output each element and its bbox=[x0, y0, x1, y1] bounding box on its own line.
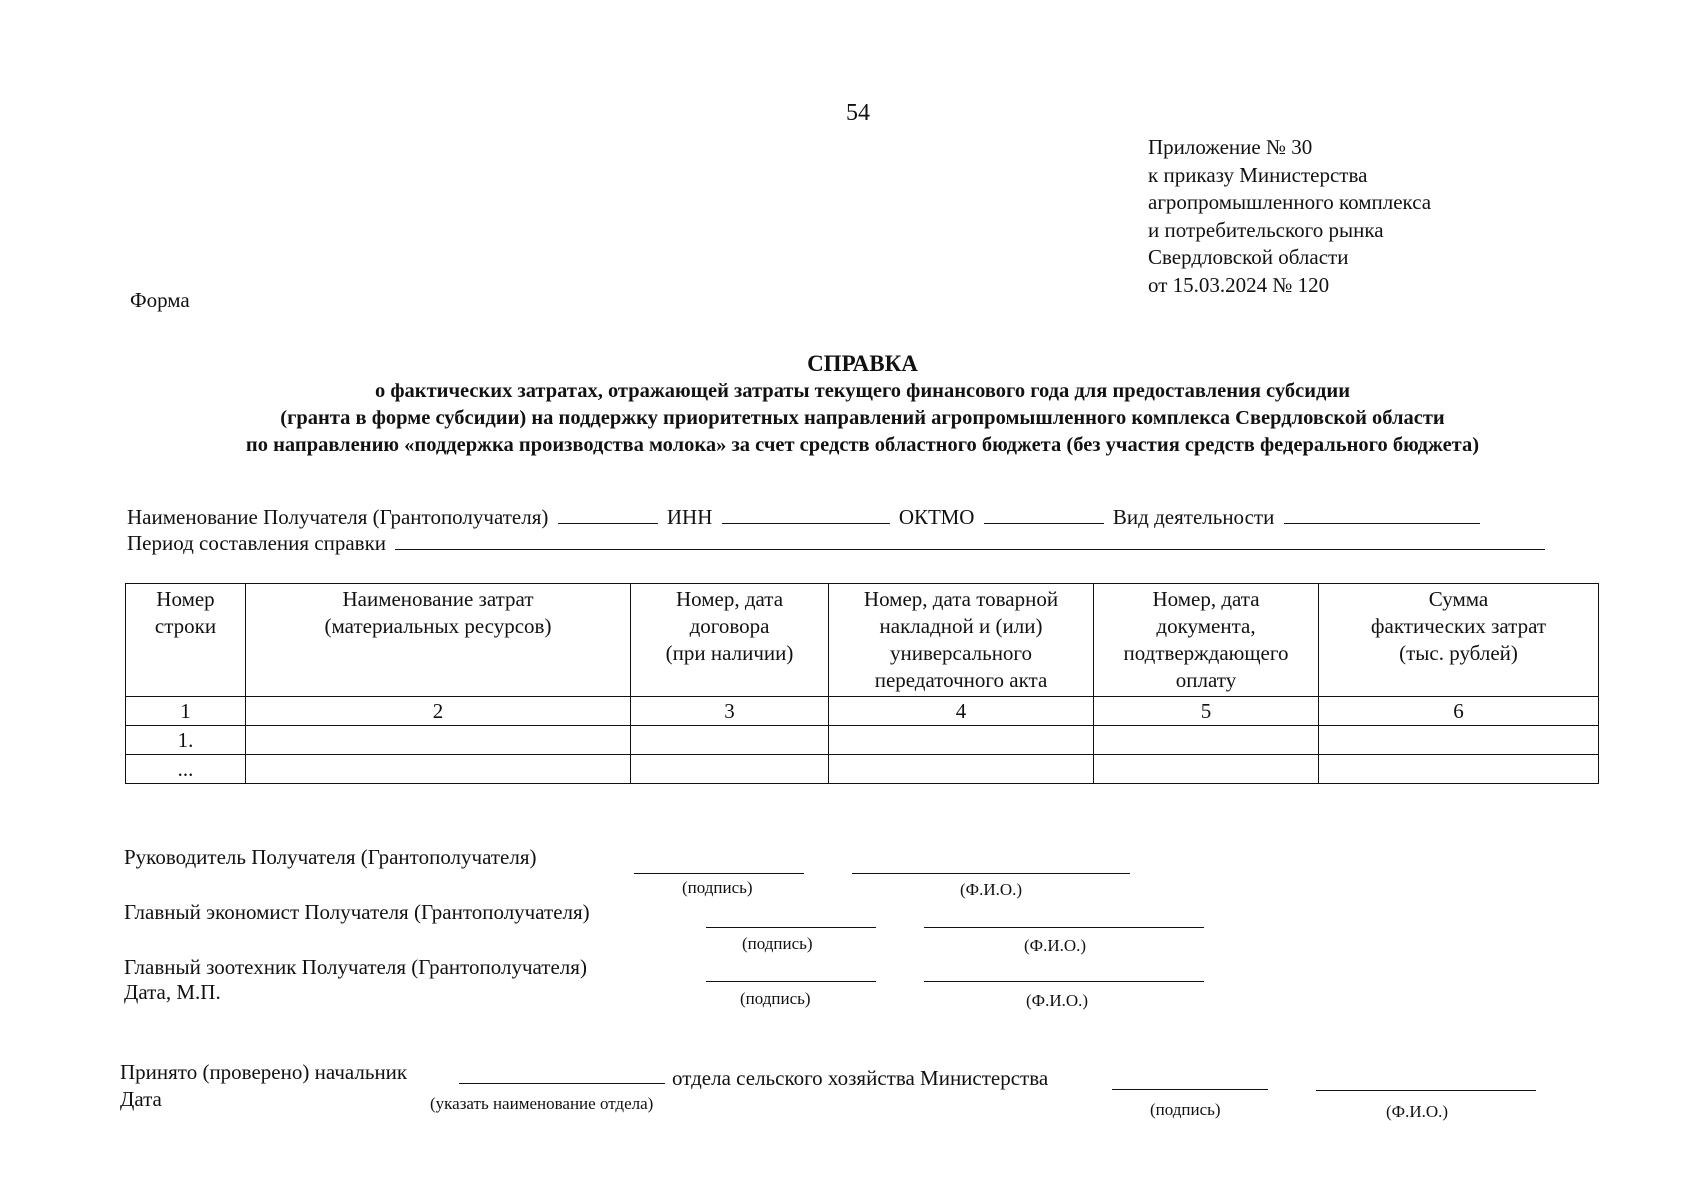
acceptance-prefix: Принято (проверено) начальник bbox=[120, 1060, 408, 1084]
head-signature-label: Руководитель Получателя (Грантополучателя) bbox=[124, 845, 537, 869]
name-caption: (Ф.И.О.) bbox=[1026, 991, 1089, 1010]
activity-label: Вид деятельности bbox=[1112, 505, 1275, 529]
period-line bbox=[127, 531, 1549, 556]
inn-field[interactable] bbox=[722, 522, 890, 524]
title-line-1: о фактических затратах, отражающей затраты текущего финансового года для предоставления субсидии bbox=[374, 380, 1351, 402]
acceptance-dept-line[interactable] bbox=[459, 1083, 665, 1084]
appendix-line: Свердловской области bbox=[1148, 245, 1349, 269]
table-cell[interactable] bbox=[1094, 755, 1319, 784]
header-row-number: Номер строки bbox=[126, 584, 246, 697]
activity-field[interactable] bbox=[1284, 522, 1480, 524]
header-payment-doc: Номер, дата документа, подтверждающего оплату bbox=[1094, 584, 1319, 697]
name-caption: (Ф.И.О.) bbox=[1386, 1102, 1449, 1121]
head-name-line[interactable] bbox=[852, 873, 1130, 874]
signature-caption: (подпись) bbox=[740, 989, 811, 1008]
title-line-3: по направлению «поддержка производства молока» за счет средств областного бюджета (без участия средств федерального бюджета) bbox=[245, 434, 1480, 456]
head-signature-line[interactable] bbox=[634, 873, 804, 874]
dept-caption: (указать наименование отдела) bbox=[430, 1094, 654, 1113]
economist-signature-line[interactable] bbox=[706, 927, 876, 928]
header-invoice: Номер, дата товарной накладной и (или) универсального передаточного акта bbox=[829, 584, 1094, 697]
date-stamp-label: Дата, М.П. bbox=[124, 980, 221, 1004]
document-title bbox=[130, 350, 1595, 459]
period-label: Период составления справки bbox=[127, 531, 387, 555]
acceptance-date-label: Дата bbox=[120, 1087, 162, 1111]
economist-name-line[interactable] bbox=[924, 927, 1204, 928]
recipient-info-line bbox=[127, 505, 1484, 530]
signature-caption: (подпись) bbox=[1150, 1100, 1221, 1119]
column-number: 2 bbox=[246, 697, 631, 726]
economist-signature-label: Главный экономист Получателя (Грантополучателя) bbox=[124, 900, 590, 924]
column-number: 3 bbox=[631, 697, 829, 726]
column-number: 5 bbox=[1094, 697, 1319, 726]
recipient-label: Наименование Получателя (Грантополучателя) bbox=[127, 505, 549, 529]
table-cell[interactable] bbox=[631, 726, 829, 755]
signature-caption: (подпись) bbox=[742, 934, 813, 953]
header-cost-name: Наименование затрат (материальных ресурсов) bbox=[246, 584, 631, 697]
table-cell[interactable] bbox=[631, 755, 829, 784]
column-number-row bbox=[126, 697, 1599, 726]
table-cell[interactable]: ... bbox=[126, 755, 246, 784]
acceptance-middle: отдела сельского хозяйства Министерства bbox=[672, 1066, 1049, 1090]
page-number: 54 bbox=[846, 100, 870, 126]
inn-label: ИНН bbox=[666, 505, 713, 529]
title-line-2: (гранта в форме субсидии) на поддержку приоритетных направлений агропромышленного комплекса Свердловской области bbox=[280, 407, 1445, 429]
table-header-row bbox=[126, 584, 1599, 697]
table-cell[interactable] bbox=[246, 755, 631, 784]
name-caption: (Ф.И.О.) bbox=[1024, 936, 1087, 955]
zootechnician-signature-label: Главный зоотехник Получателя (Грантополучателя) bbox=[124, 955, 587, 979]
header-sum: Сумма фактических затрат (тыс. рублей) bbox=[1319, 584, 1599, 697]
oktmo-label: ОКТМО bbox=[898, 505, 975, 529]
table-row bbox=[126, 755, 1599, 784]
appendix-line: и потребительского рынка bbox=[1148, 217, 1384, 242]
table-cell[interactable] bbox=[1319, 755, 1599, 784]
acceptance-name-line[interactable] bbox=[1316, 1090, 1536, 1091]
period-field[interactable] bbox=[395, 548, 1545, 550]
appendix-line: к приказу Министерства bbox=[1148, 162, 1368, 187]
title-main: СПРАВКА bbox=[807, 351, 918, 376]
acceptance-signature-line[interactable] bbox=[1112, 1089, 1268, 1090]
name-caption: (Ф.И.О.) bbox=[960, 880, 1023, 899]
oktmo-field[interactable] bbox=[984, 522, 1104, 524]
appendix-line: Приложение № 30 bbox=[1148, 135, 1313, 159]
table-cell[interactable] bbox=[829, 726, 1094, 755]
form-label: Форма bbox=[130, 288, 190, 312]
table-cell[interactable] bbox=[1319, 726, 1599, 755]
appendix-line: агропромышленного комплекса bbox=[1148, 190, 1432, 214]
costs-table bbox=[125, 583, 1599, 784]
appendix-line: от 15.03.2024 № 120 bbox=[1148, 272, 1330, 297]
column-number: 6 bbox=[1319, 697, 1599, 726]
zootechnician-signature-line[interactable] bbox=[706, 981, 876, 982]
signature-caption: (подпись) bbox=[682, 878, 753, 897]
table-cell[interactable] bbox=[246, 726, 631, 755]
recipient-field[interactable] bbox=[558, 522, 658, 524]
table-cell[interactable] bbox=[829, 755, 1094, 784]
zootechnician-name-line[interactable] bbox=[924, 981, 1204, 982]
table-cell[interactable] bbox=[1094, 726, 1319, 755]
table-row bbox=[126, 726, 1599, 755]
column-number: 4 bbox=[829, 697, 1094, 726]
column-number: 1 bbox=[126, 697, 246, 726]
appendix-block bbox=[1148, 134, 1431, 299]
table-cell[interactable]: 1. bbox=[126, 726, 246, 755]
header-contract: Номер, дата договора (при наличии) bbox=[631, 584, 829, 697]
